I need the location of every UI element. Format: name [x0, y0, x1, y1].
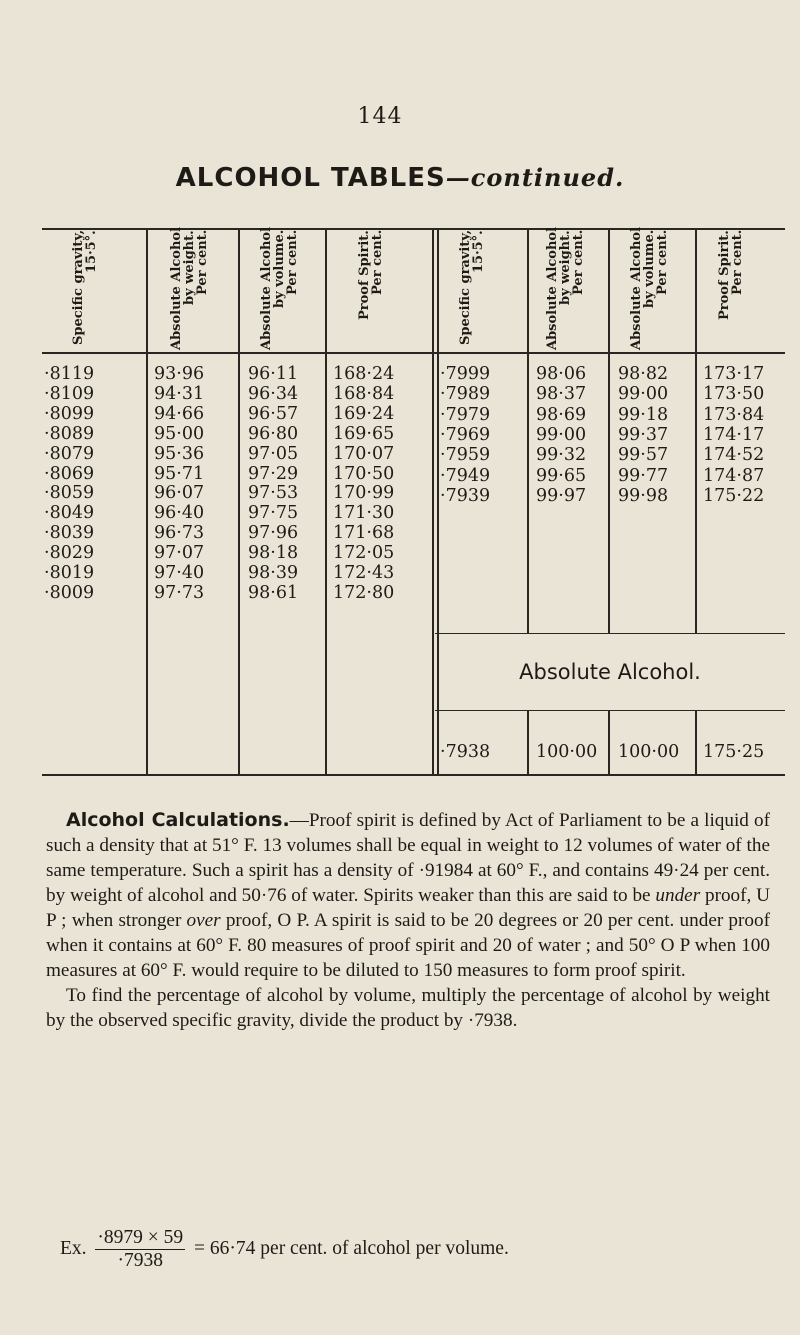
paragraph-proof-spirit — [46, 808, 770, 983]
column-header: Specific gravity, 15·5°. — [457, 230, 486, 346]
table-cell: 98·37 — [536, 384, 587, 405]
table-cell: ·7949 — [440, 465, 491, 486]
table-cell: 99·00 — [536, 424, 587, 445]
table-cell: 100·00 — [618, 742, 680, 762]
table-cell: 98·61 — [248, 582, 299, 603]
table-cell: 96·40 — [154, 503, 205, 524]
table-cell: 99·00 — [618, 384, 669, 405]
column-divider — [238, 230, 240, 776]
section-heading: Alcohol Calculations. — [66, 809, 290, 831]
table-cell: 172·80 — [333, 582, 395, 603]
table-cell: 99·57 — [618, 445, 669, 466]
column-divider — [432, 230, 434, 776]
table-cell: 172·43 — [333, 563, 395, 583]
column-divider — [437, 230, 439, 776]
para1-under: under — [655, 885, 701, 906]
column-divider — [695, 230, 697, 633]
table-cell: 173·50 — [703, 384, 765, 405]
absolute-rule-bottom — [435, 710, 785, 711]
table-cell: 170·50 — [333, 463, 395, 484]
column-header: Absolute Alcohol by weight. Per cent. — [544, 226, 586, 350]
table-cell: 168·84 — [333, 383, 395, 404]
table-cell: 98·39 — [248, 563, 299, 583]
table-cell: 174·87 — [703, 465, 765, 486]
table-cell: 97·40 — [154, 563, 205, 583]
table-cell: ·8119 — [44, 364, 95, 384]
table-cell: 99·37 — [618, 424, 669, 445]
column-divider — [527, 230, 529, 633]
alcohol-table — [42, 208, 785, 788]
table-cell: ·8059 — [44, 483, 95, 504]
fraction-denominator: ·7938 — [117, 1250, 164, 1271]
table-cell: 171·68 — [333, 523, 395, 544]
table-cell: 97·05 — [248, 443, 299, 464]
table-cell: 170·07 — [333, 443, 395, 464]
page-title — [0, 163, 800, 193]
column-divider — [146, 230, 148, 776]
page-number: 144 — [357, 104, 403, 129]
table-cell: 96·57 — [248, 403, 299, 424]
column-divider — [695, 710, 697, 774]
table-cell: 97·73 — [154, 582, 205, 603]
table-cell: ·7938 — [440, 742, 491, 762]
table-cell: ·8079 — [44, 443, 95, 464]
title-suffix: —continued. — [445, 163, 625, 192]
table-cell: 171·30 — [333, 503, 395, 524]
table-cell: ·8039 — [44, 523, 95, 544]
absolute-rule-top — [435, 633, 785, 634]
example-fraction — [95, 1227, 185, 1272]
table-cell: ·8029 — [44, 543, 95, 564]
table-cell: 98·69 — [536, 404, 587, 425]
table-cell: ·8049 — [44, 503, 95, 524]
example-formula — [60, 1227, 509, 1272]
table-cell: 97·96 — [248, 523, 299, 544]
table-cell: 100·00 — [536, 742, 598, 762]
table-cell: ·7979 — [440, 404, 491, 425]
table-cell: 173·84 — [703, 404, 765, 425]
column-divider — [325, 230, 327, 776]
example-label: Ex. — [60, 1237, 87, 1259]
table-cell: 98·82 — [618, 364, 669, 384]
table-cell: ·8109 — [44, 383, 95, 404]
column-header: Specific gravity, 15·5°. — [71, 230, 99, 346]
table-cell: 174·52 — [703, 445, 765, 466]
table-cell: 96·73 — [154, 523, 205, 544]
table-cell: 96·11 — [248, 364, 299, 384]
table-cell: 94·66 — [154, 403, 205, 424]
table-cell: ·8009 — [44, 582, 95, 603]
table-cell: ·8069 — [44, 463, 95, 484]
absolute-alcohol-label: Absolute Alcohol. — [519, 660, 701, 684]
table-cell: 99·65 — [536, 465, 587, 486]
column-header: Absolute Alcohol by volume. Per cent. — [258, 226, 300, 350]
table-cell: 98·18 — [248, 543, 299, 564]
table-cell: ·7999 — [440, 364, 491, 384]
table-cell: 97·07 — [154, 543, 205, 564]
table-bottom-rule — [42, 774, 785, 776]
table-cell: ·8089 — [44, 423, 95, 444]
table-cell: 95·00 — [154, 423, 205, 444]
table-cell: 99·98 — [618, 485, 669, 506]
para1-over: over — [186, 910, 221, 931]
table-cell: 169·65 — [333, 423, 395, 444]
table-cell: 97·75 — [248, 503, 299, 524]
para1-b: proof, U P ; when stronger — [46, 885, 771, 931]
paragraph-percentage: To find the percentage of alcohol by volume, multiply the percentage of alcohol by weight by the observed specific gravity, divide the product by ·7938. — [46, 985, 770, 1031]
column-header: Proof Spirit. Per cent. — [356, 230, 385, 320]
table-cell: 99·32 — [536, 445, 587, 466]
table-cell: 97·53 — [248, 483, 299, 504]
table-cell: 99·18 — [618, 404, 669, 425]
column-header: Absolute Alcohol by weight. Per cent. — [169, 226, 210, 350]
table-cell: 95·36 — [154, 443, 205, 464]
table-cell: 168·24 — [333, 364, 395, 384]
column-header: Proof Spirit. Per cent. — [717, 230, 745, 320]
table-cell: 94·31 — [154, 383, 205, 404]
column-header: Absolute Alcohol by volume. Per cent. — [628, 226, 670, 350]
column-divider — [608, 230, 610, 633]
table-cell: 175·25 — [703, 742, 765, 762]
table-cell: 97·29 — [248, 463, 299, 484]
table-cell: 173·17 — [703, 364, 765, 384]
table-cell: ·7959 — [440, 445, 491, 466]
table-cell: ·7969 — [440, 424, 491, 445]
table-cell: ·7939 — [440, 485, 491, 506]
table-cell: 170·99 — [333, 483, 395, 504]
table-cell: 99·77 — [618, 465, 669, 486]
table-top-rule — [42, 228, 785, 230]
fraction-numerator: ·8979 × 59 — [97, 1227, 184, 1248]
table-cell: 96·34 — [248, 383, 299, 404]
example-result: = 66·74 per cent. of alcohol per volume. — [189, 1237, 509, 1259]
table-cell: ·8099 — [44, 403, 95, 424]
table-cell: 96·80 — [248, 423, 299, 444]
table-header-rule — [42, 352, 785, 354]
body-text — [46, 808, 770, 1033]
title-main: ALCOHOL TABLES — [175, 163, 446, 193]
para1-c: proof, O P. A spirit is said to be 20 degrees or 20 per cent. under proof when it contains at 60° F. 80 measures of proof spirit and 20 of water ; and 50° O P when 100 measures at 60° F. would require to be diluted to 150 measures to form proof spirit. — [46, 910, 770, 981]
table-cell: ·7989 — [440, 384, 491, 405]
table-cell: 98·06 — [536, 364, 587, 384]
para1-a: —Proof spirit is defined by Act of Parliament to be a liquid of such a density that at 51° F. 13 volumes shall be equal in weight to 12 volumes of water of the same temperature. Such a spirit has a density of ·91984 at 60° F., and contains 49·24 per cent. by weight of alcohol and 50·76 of water. Spirits weaker than this are said to be — [46, 810, 770, 906]
table-cell: 175·22 — [703, 485, 765, 506]
table-cell: ·8019 — [44, 563, 95, 583]
table-cell: 174·17 — [703, 424, 765, 445]
table-cell: 93·96 — [154, 364, 205, 384]
table-cell: 99·97 — [536, 485, 587, 506]
column-divider — [608, 710, 610, 774]
table-cell: 96·07 — [154, 483, 205, 504]
table-cell: 95·71 — [154, 463, 205, 484]
column-divider — [527, 710, 529, 774]
table-cell: 169·24 — [333, 403, 395, 424]
table-cell: 172·05 — [333, 543, 395, 564]
